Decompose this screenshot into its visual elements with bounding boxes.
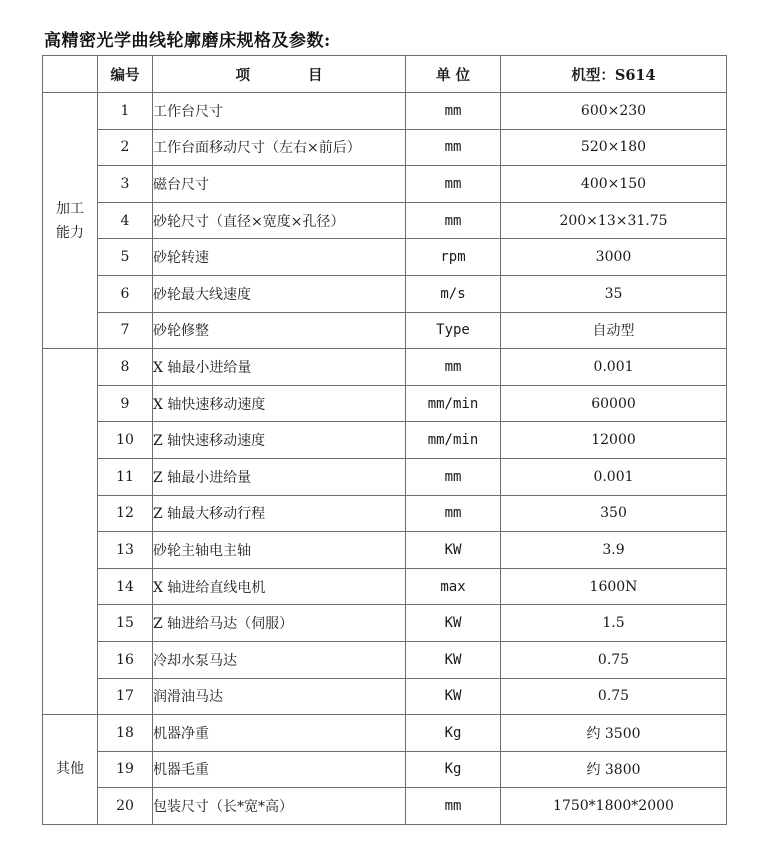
table-row (43, 715, 727, 752)
row-item: X 轴最小进给量 (153, 349, 406, 386)
row-item: Z 轴最小进给量 (153, 458, 406, 495)
group-label-cell (43, 93, 98, 349)
row-item: 机器毛重 (153, 751, 406, 788)
table-row (43, 93, 727, 130)
header-value: 机型：S614 (501, 56, 727, 93)
row-value: 400×150 (501, 166, 727, 203)
table-row (43, 312, 727, 349)
header-group (43, 56, 98, 93)
row-value: 0.75 (501, 678, 727, 715)
table-row (43, 275, 727, 312)
row-unit: mm/min (406, 422, 501, 459)
row-number: 3 (98, 166, 153, 203)
table-row (43, 678, 727, 715)
row-value: 0.001 (501, 458, 727, 495)
row-unit: mm (406, 458, 501, 495)
row-item: Z 轴最大移动行程 (153, 495, 406, 532)
row-unit: mm (406, 495, 501, 532)
row-unit: mm (406, 166, 501, 203)
table-row (43, 532, 727, 569)
row-item: Z 轴快速移动速度 (153, 422, 406, 459)
row-number: 8 (98, 349, 153, 386)
row-value: 350 (501, 495, 727, 532)
row-item: 工作台尺寸 (153, 93, 406, 130)
row-item: 砂轮最大线速度 (153, 275, 406, 312)
row-number: 12 (98, 495, 153, 532)
row-number: 13 (98, 532, 153, 569)
group-label-cell (43, 349, 98, 715)
row-item: 包装尺寸（长*宽*高） (153, 788, 406, 825)
row-number: 10 (98, 422, 153, 459)
row-unit: mm (406, 202, 501, 239)
row-item: 润滑油马达 (153, 678, 406, 715)
table-row (43, 239, 727, 276)
row-unit: KW (406, 532, 501, 569)
row-unit: KW (406, 678, 501, 715)
row-number: 20 (98, 788, 153, 825)
row-value: 1600N (501, 568, 727, 605)
row-number: 7 (98, 312, 153, 349)
row-value: 自动型 (501, 312, 727, 349)
row-number: 9 (98, 385, 153, 422)
table-row (43, 751, 727, 788)
row-unit: KW (406, 605, 501, 642)
header-number: 编号 (98, 56, 153, 93)
group-label-cell (43, 715, 98, 825)
row-number: 16 (98, 641, 153, 678)
page-title: 高精密光学曲线轮廓磨床规格及参数: (44, 31, 331, 51)
row-item: 砂轮转速 (153, 239, 406, 276)
row-value: 约 3800 (501, 751, 727, 788)
table-row (43, 202, 727, 239)
row-value: 3000 (501, 239, 727, 276)
row-value: 520×180 (501, 129, 727, 166)
table-row (43, 349, 727, 386)
row-item: X 轴进给直线电机 (153, 568, 406, 605)
row-number: 19 (98, 751, 153, 788)
row-item: 冷却水泵马达 (153, 641, 406, 678)
row-value: 0.001 (501, 349, 727, 386)
row-unit: mm (406, 788, 501, 825)
table-row (43, 495, 727, 532)
row-item: 砂轮尺寸（直径×宽度×孔径） (153, 202, 406, 239)
row-unit: mm (406, 349, 501, 386)
row-value: 12000 (501, 422, 727, 459)
table-row (43, 422, 727, 459)
header-item: 项 目 (153, 56, 406, 93)
row-unit: rpm (406, 239, 501, 276)
table-body (43, 93, 727, 825)
row-number: 15 (98, 605, 153, 642)
row-number: 18 (98, 715, 153, 752)
row-value: 1750*1800*2000 (501, 788, 727, 825)
row-unit: Type (406, 312, 501, 349)
table-header-row (43, 56, 727, 93)
table-row (43, 458, 727, 495)
row-item: 机器净重 (153, 715, 406, 752)
table-row (43, 605, 727, 642)
row-unit: max (406, 568, 501, 605)
table-row (43, 641, 727, 678)
row-number: 5 (98, 239, 153, 276)
row-unit: mm (406, 93, 501, 130)
row-unit: Kg (406, 715, 501, 752)
row-value: 35 (501, 275, 727, 312)
group-label-line1: 其他 (56, 761, 84, 778)
row-item: X 轴快速移动速度 (153, 385, 406, 422)
row-item: Z 轴进给马达（伺服） (153, 605, 406, 642)
table-row (43, 568, 727, 605)
row-item: 砂轮修整 (153, 312, 406, 349)
row-unit: m/s (406, 275, 501, 312)
row-unit: mm (406, 129, 501, 166)
row-item: 磁台尺寸 (153, 166, 406, 203)
row-value: 约 3500 (501, 715, 727, 752)
table-row (43, 788, 727, 825)
row-number: 2 (98, 129, 153, 166)
row-value: 0.75 (501, 641, 727, 678)
row-value: 200×13×31.75 (501, 202, 727, 239)
row-unit: mm/min (406, 385, 501, 422)
table-row (43, 385, 727, 422)
header-unit: 单 位 (406, 56, 501, 93)
row-number: 1 (98, 93, 153, 130)
row-number: 14 (98, 568, 153, 605)
row-value: 600×230 (501, 93, 727, 130)
spec-table (42, 55, 727, 825)
table-row (43, 129, 727, 166)
row-item: 砂轮主轴电主轴 (153, 532, 406, 569)
row-number: 11 (98, 458, 153, 495)
row-value: 3.9 (501, 532, 727, 569)
row-number: 6 (98, 275, 153, 312)
row-value: 1.5 (501, 605, 727, 642)
group-label-line1: 加工 (56, 200, 84, 217)
row-number: 4 (98, 202, 153, 239)
row-value: 60000 (501, 385, 727, 422)
row-unit: KW (406, 641, 501, 678)
group-label-line2: 能力 (56, 224, 84, 241)
row-unit: Kg (406, 751, 501, 788)
row-number: 17 (98, 678, 153, 715)
row-item: 工作台面移动尺寸（左右×前后） (153, 129, 406, 166)
table-row (43, 166, 727, 203)
